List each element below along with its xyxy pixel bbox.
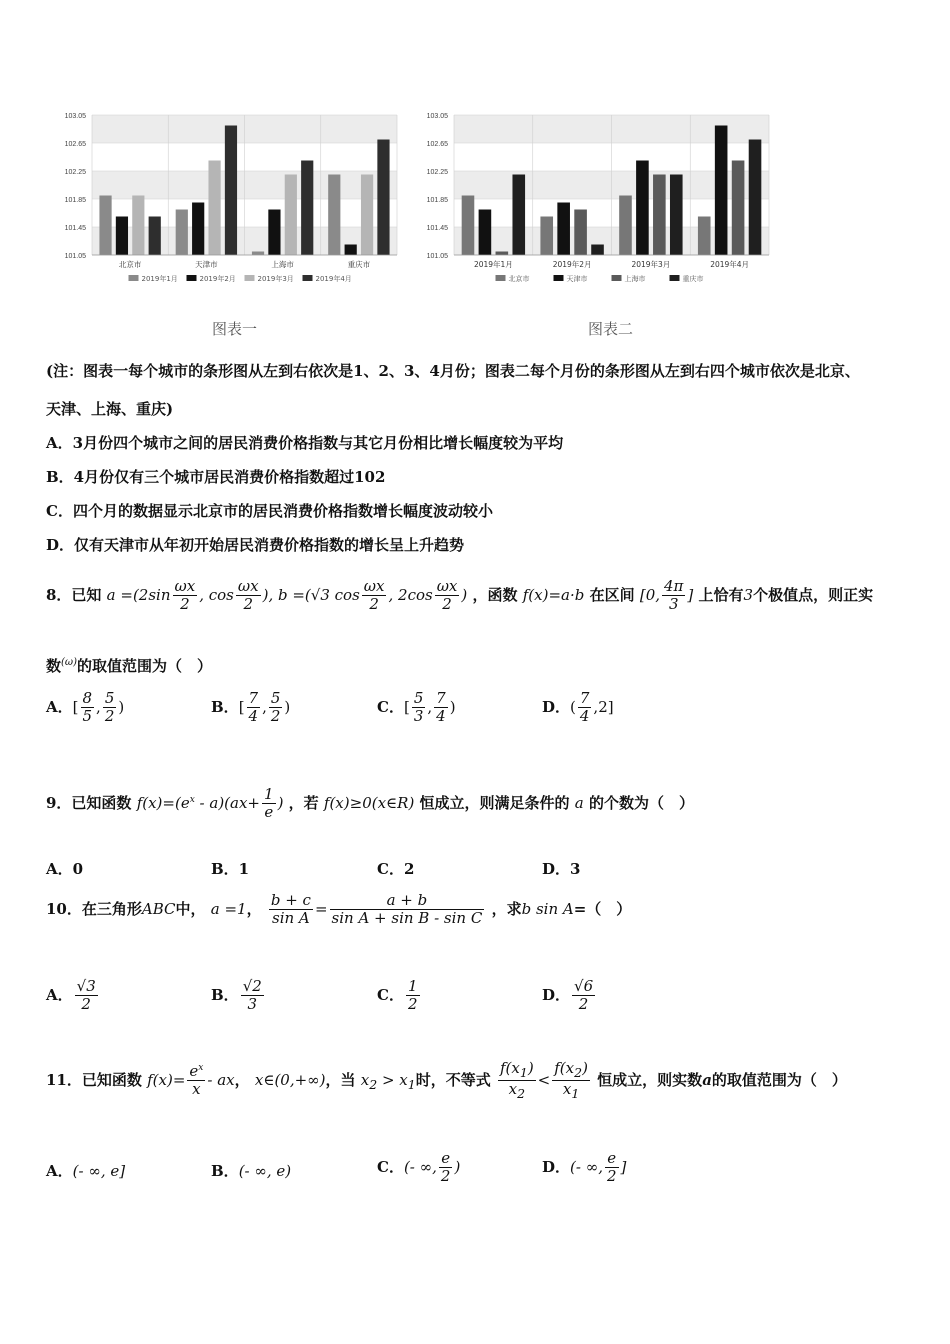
q11-option-a [46, 1160, 125, 1181]
chart-one-y-tick-label: 102.25 [64, 169, 86, 176]
chart-one-category-label: 重庆市 [347, 260, 371, 269]
q8-option-a-label: A． [46, 697, 73, 716]
q10-text2: ， [246, 899, 262, 918]
chart-two-bar [479, 210, 492, 256]
chart-two-bar [749, 140, 762, 256]
chart-one-category-label: 北京市 [118, 260, 142, 269]
chart-two-bar [653, 175, 666, 256]
q9-option-c: C．2 [377, 860, 415, 878]
chart-one-bar [99, 196, 111, 256]
q10-text4: =（ ） [573, 899, 632, 918]
chart-note-line1: (注：图表一每个城市的条形图从左到右依次是1、2、3、4月份；图表二每个月份的条形图从左到右四个城市依次是北京、 [46, 362, 860, 380]
q10-equation: $\frac{b + c}{\text{sin A}}$ = $\frac{a + b}{\text{sin A + sin B - sin C}}$ [270, 891, 483, 928]
q9-a: a [574, 793, 584, 812]
chart-one-bar [116, 217, 128, 256]
q9-number: 9．已知函数 [46, 793, 132, 812]
chart-two-bar [715, 126, 728, 256]
chart-two-category-label: 2019年2月 [552, 260, 592, 269]
chart-two-svg [412, 105, 777, 300]
chart-one-bar [176, 210, 188, 256]
q8-option-b [211, 690, 290, 726]
chart-one-bar [192, 203, 204, 256]
q11-text3: 时，不等式 [415, 1070, 491, 1089]
q8-vector-a: a =(2sin $\frac{\omega x}{2}$ , cos $\frac{\omega x}{2}$ ), b =(√3 cos $\frac{\omega x}{2}$ , 2cos $\frac{\omega x}{2}$ ) [106, 577, 468, 614]
q8-option-d-label: D． [542, 697, 571, 716]
chart-one-legend-label: 2019年4月 [315, 275, 352, 283]
q8-option-d-value: ( $\frac{7}{4}$ ,2] [570, 689, 614, 726]
chart-one-legend-swatch [187, 275, 197, 281]
q11-inequality: $\frac{f(x_1)}{x_2}$ < $\frac{f(x_2)}{x_1}$ [499, 1059, 588, 1102]
q8-option-b-label: B． [211, 697, 239, 716]
question-9 [46, 786, 694, 822]
chart-two-bar [496, 252, 509, 256]
chart-one-category-label: 上海市 [271, 260, 294, 269]
q10-option-a-value: $\frac{√3}{2}$ [76, 977, 96, 1014]
question-8-line2 [46, 655, 212, 676]
chart-two-bar [462, 196, 475, 256]
q8-text5: 数 [46, 657, 62, 675]
q9-option-d: D．3 [542, 860, 581, 878]
q9-text3: 的个数为（ ） [588, 793, 694, 812]
q11-domain: x∈(0,+∞) [254, 1070, 326, 1089]
q11-option-b-value: (- ∞, e) [238, 1162, 292, 1180]
chart-one-bar [225, 126, 237, 256]
chart-two-bar [670, 175, 683, 256]
q11-text5: 的取值范围为（ ） [711, 1070, 847, 1089]
chart-two-category-label: 2019年4月 [710, 260, 750, 269]
chart-two-bar [591, 245, 604, 256]
chart-one-bar [328, 175, 340, 256]
q11-order: $x_2 > x_1$ [360, 1070, 416, 1092]
q7-option-b: B．4月份仅有三个城市居民消费价格指数超过102 [46, 468, 386, 486]
q9-option-a: A．0 [46, 860, 84, 878]
q8-interval: [0, $\frac{4\pi}{3}$ ] [639, 577, 694, 614]
chart-one-legend-swatch [129, 275, 139, 281]
q8-text2: 在区间 [589, 585, 635, 604]
q10-number: 10．在三角形 [46, 899, 142, 918]
q10-option-c [377, 978, 422, 1014]
chart-two [412, 105, 777, 300]
chart-one-bar [361, 175, 373, 256]
q7-option-d: D．仅有天津市从年初开始居民消费价格指数的增长呈上升趋势 [46, 536, 465, 554]
question-8-line1 [46, 578, 873, 614]
q8-number: 8．已知 [46, 585, 102, 604]
chart-one-bar [268, 210, 280, 256]
q8-text1: ，函数 [472, 585, 518, 604]
q10-a-eq: a =1 [210, 899, 247, 918]
chart-one-legend-swatch [245, 275, 255, 281]
chart-two-bar [557, 203, 570, 256]
chart-two-y-tick-label: 103.05 [426, 113, 448, 120]
q10-triangle: ABC [141, 899, 176, 918]
q9-function: $f(x)=(e^x - a)(ax+$ $\frac{1}{e}$ ) [136, 785, 284, 822]
q8-option-a [46, 690, 124, 726]
chart-two-y-tick-label: 101.85 [426, 197, 448, 204]
q8-option-b-value: [ $\frac{7}{4}$ , $\frac{5}{2}$ ) [238, 689, 291, 726]
chart-two-legend-label: 重庆市 [682, 275, 704, 283]
q11-option-c [377, 1150, 460, 1186]
q7-option-c: C．四个月的数据显示北京市的居民消费价格指数增长幅度波动较小 [46, 502, 493, 520]
chart-two-bar [698, 217, 711, 256]
chart-one-bar [377, 140, 389, 256]
q10-target: b sin A [521, 899, 574, 918]
q10-option-a-label: A． [46, 985, 73, 1004]
q9-option-b: B．1 [211, 860, 250, 878]
q10-option-b [211, 978, 266, 1014]
q11-option-b-label: B． [211, 1162, 239, 1180]
chart-one-bar [132, 196, 144, 256]
chart-one-category-label: 天津市 [195, 260, 218, 269]
q8-function: f(x)=a·b [522, 585, 585, 604]
chart-one-y-tick-label: 103.05 [64, 113, 86, 120]
q9-text1: ，若 [288, 793, 319, 812]
q8-option-d [542, 690, 614, 726]
q10-option-c-label: C． [377, 985, 404, 1004]
q8-option-c [377, 690, 456, 726]
chart-two-category-label: 2019年3月 [631, 260, 671, 269]
chart-two-bar [619, 196, 632, 256]
chart-one-bar [301, 161, 313, 256]
chart-two-caption: 图表二 [588, 320, 634, 338]
chart-one-bar [252, 252, 264, 256]
chart-two-category-label: 2019年1月 [473, 260, 513, 269]
question-11 [46, 1060, 847, 1102]
q8-option-c-value: [ $\frac{5}{3}$ , $\frac{7}{4}$ ) [403, 689, 456, 726]
q9-text2: 恒成立，则满足条件的 [419, 793, 570, 812]
q11-number: 11．已知函数 [46, 1070, 142, 1089]
q11-option-d-label: D． [542, 1157, 571, 1176]
chart-two-legend-swatch [670, 275, 680, 281]
q8-text4: 个极值点，则正实 [753, 585, 874, 604]
q10-text1: 中， [175, 899, 206, 918]
chart-one-legend-swatch [303, 275, 313, 281]
q11-text1: ， [234, 1070, 250, 1089]
chart-one-svg [50, 105, 405, 300]
chart-one-y-tick-label: 101.85 [64, 197, 86, 204]
q11-option-c-value: (- ∞, $\frac{e}{2}$ ) [403, 1149, 461, 1186]
chart-two-legend-swatch [612, 275, 622, 281]
q7-option-a: A．3月份四个城市之间的居民消费价格指数与其它月份相比增长幅度较为平均 [46, 434, 564, 452]
q8-text3: 上恰有 [698, 585, 744, 604]
q11-function: f(x)= $\frac{e^x}{x}$ - ax [147, 1062, 235, 1099]
chart-two-y-tick-label: 102.25 [426, 169, 448, 176]
q11-a: a [702, 1070, 712, 1089]
chart-two-legend-swatch [496, 275, 506, 281]
chart-one-caption: 图表一 [212, 320, 258, 338]
q11-option-c-label: C． [377, 1157, 404, 1176]
q10-option-d [542, 978, 597, 1014]
q10-option-c-value: $\frac{1}{2}$ [407, 977, 418, 1014]
q8-text6: 的取值范围为（ ） [76, 657, 212, 675]
chart-one-y-tick-label: 101.05 [64, 253, 86, 260]
q11-option-d-value: (- ∞, $\frac{e}{2}$ ] [570, 1149, 627, 1186]
chart-one-legend-label: 2019年1月 [141, 275, 178, 283]
q11-text4: 恒成立，则实数 [597, 1070, 703, 1089]
chart-one-bar [149, 217, 161, 256]
question-10 [46, 892, 631, 928]
chart-two-y-tick-label: 101.45 [426, 225, 448, 232]
chart-one-legend-label: 2019年2月 [199, 275, 236, 283]
chart-two-bar [732, 161, 745, 256]
q10-option-a [46, 978, 100, 1014]
chart-one-bar [208, 161, 220, 256]
q9-condition: f(x)≥0(x∈R) [323, 793, 415, 812]
q8-three: 3 [743, 585, 754, 604]
chart-two-bar [636, 161, 649, 256]
q10-option-b-value: $\frac{√2}{3}$ [242, 977, 262, 1014]
chart-one-legend-label: 2019年3月 [257, 275, 294, 283]
chart-one-y-tick-label: 102.65 [64, 141, 86, 148]
chart-two-bar [540, 217, 553, 256]
q10-option-d-label: D． [542, 985, 571, 1004]
chart-two-legend-label: 北京市 [508, 275, 530, 283]
q8-omega: (ω) [61, 657, 77, 668]
chart-two-y-tick-label: 101.05 [426, 253, 448, 260]
q11-text2: ，当 [325, 1070, 356, 1089]
chart-two-bar [574, 210, 587, 256]
q10-text3: ，求 [491, 899, 522, 918]
chart-two-y-tick-label: 102.65 [426, 141, 448, 148]
q10-option-b-label: B． [211, 985, 239, 1004]
chart-one [50, 105, 405, 300]
q11-option-a-label: A． [46, 1162, 73, 1180]
chart-two-legend-label: 上海市 [624, 275, 646, 283]
q11-option-d [542, 1150, 626, 1186]
q11-option-b [211, 1160, 291, 1181]
chart-two-legend-label: 天津市 [566, 275, 588, 283]
q10-option-d-value: $\frac{√6}{2}$ [574, 977, 594, 1014]
chart-two-legend-swatch [554, 275, 564, 281]
q11-option-a-value: (- ∞, e] [72, 1162, 126, 1180]
chart-two-bar [512, 175, 525, 256]
chart-one-y-tick-label: 101.45 [64, 225, 86, 232]
q8-option-c-label: C． [377, 697, 404, 716]
q8-option-a-value: [ $\frac{8}{5}$ , $\frac{5}{2}$ ) [72, 689, 125, 726]
chart-one-bar [285, 175, 297, 256]
chart-note-line2: 天津、上海、重庆) [46, 400, 174, 418]
chart-one-bar [345, 245, 357, 256]
